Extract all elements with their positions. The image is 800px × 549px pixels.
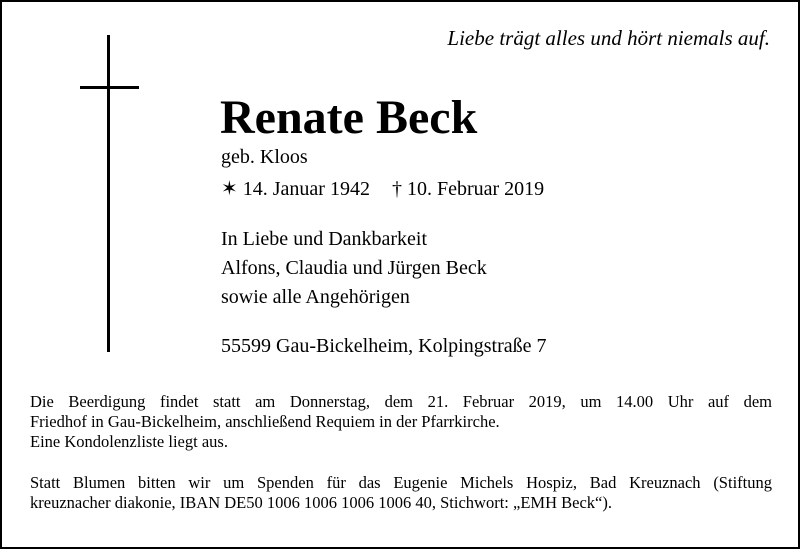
mourners-line: Alfons, Claudia und Jürgen Beck [221,257,487,279]
motto: Liebe trägt alles und hört niemals auf. [447,26,770,50]
address: 55599 Gau-Bickelheim, Kolpingstraße 7 [221,335,547,357]
funeral-paragraph [30,392,772,452]
cross-horizontal-bar [80,86,139,89]
maiden-name: geb. Kloos [221,146,308,168]
funeral-line: Friedhof in Gau-Bickelheim, anschließend Requiem in der Pfarrkirche. [30,412,500,431]
donation-line: kreuznacher diakonie, IBAN DE50 1006 1006 1006 1006 40, Stichwort: „EMH Beck“). [30,493,612,512]
mourners-line: sowie alle Angehörigen [221,286,410,308]
life-dates [221,177,544,201]
cross-vertical-bar [107,35,110,352]
funeral-line: Eine Kondolenzliste liegt aus. [30,432,228,451]
mourners-line: In Liebe und Dankbarkeit [221,228,428,250]
donation-line: Statt Blumen bitten wir um Spenden für das Eugenie Michels Hospiz, Bad Kreuznach (Stiftung [30,473,772,492]
deceased-name: Renate Beck [220,91,478,144]
funeral-line: Die Beerdigung findet statt am Donnerstag, dem 21. Februar 2019, um 14.00 Uhr auf dem [30,392,772,411]
donation-paragraph [30,473,772,513]
death-date: † 10. Februar 2019 [391,178,545,200]
birth-date: ✶ 14. Januar 1942 [221,178,370,200]
